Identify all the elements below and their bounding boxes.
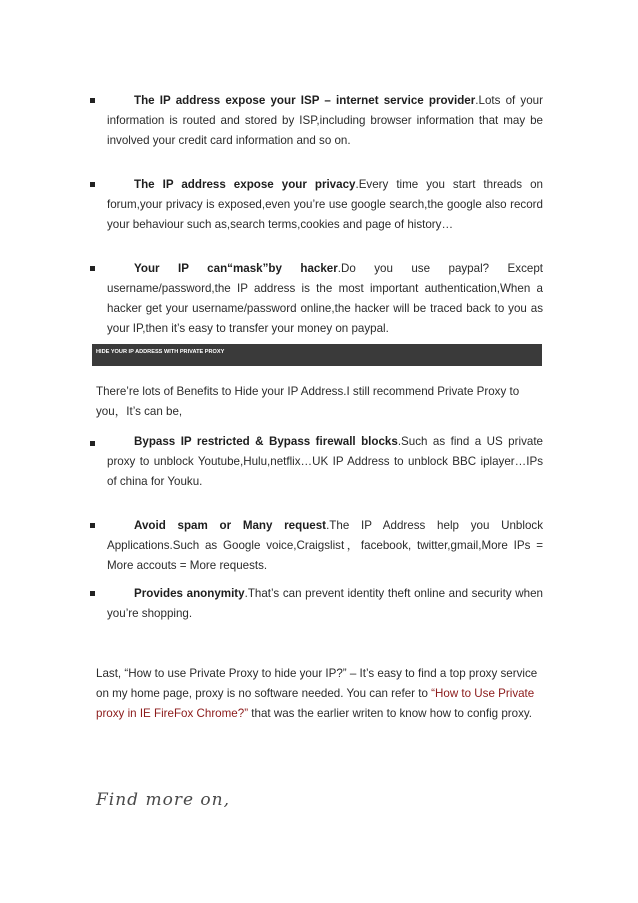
list-item-body: .Do you use paypal? Except username/password,the IP address is the most important authentication,When a hacker get your username/password online,the hacker will be traced back to you as your IP,then it’s easy to transfer your money on paypal. (107, 262, 543, 335)
closing-text-before: Last, “How to use Private Proxy to hide your IP?” – It’s easy to find a top proxy service on my home page, proxy is no software needed. You can refer to (96, 667, 538, 700)
bullet-icon (90, 441, 95, 446)
list-item-title: The IP address expose your privacy (134, 178, 356, 191)
howto-proxy-link[interactable]: “How to Use Private proxy in IE FireFox Chrome?” (96, 687, 535, 720)
list-item-title: The IP address expose your ISP – internet service provider (134, 94, 476, 107)
list-item-text (107, 432, 543, 492)
list-item-title: Avoid spam or Many request (134, 519, 327, 532)
list-item-text (107, 584, 543, 624)
bullet-icon (90, 523, 95, 528)
section-banner (92, 344, 542, 366)
find-more-heading: Find more on, (96, 790, 231, 810)
bullet-icon (90, 182, 95, 187)
list-item-title: Provides anonymity (134, 587, 245, 600)
closing-paragraph (96, 664, 542, 724)
closing-text-after: that was the earlier writen to know how to config proxy. (248, 707, 533, 720)
list-item-text (107, 175, 543, 235)
list-item-text (107, 91, 543, 151)
list-item-body: .That’s can prevent identity theft online and security when you’re shopping. (107, 587, 543, 620)
list-item-text (107, 516, 543, 576)
bullet-icon (90, 591, 95, 596)
section-banner-label: HIDE YOUR IP ADDRESS WITH PRIVATE PROXY (96, 349, 225, 355)
list-item-body: .Such as find a US private proxy to unblock Youtube,Hulu,netflix…UK IP Address to unblock BBC iplayer…IPs of china for Youku. (107, 435, 543, 488)
bullet-icon (90, 266, 95, 271)
list-item-title: Bypass IP restricted & Bypass firewall blocks (134, 435, 398, 448)
list-item-body: .The IP Address help you Unblock Applications.Such as Google voice,Craigslist，facebook, twitter,gmail,More IPs = More accouts = More requests. (107, 519, 543, 572)
list-item-body: .Lots of your information is routed and stored by ISP,including browser information that may be involved your credit card information and so on. (107, 94, 543, 147)
intro-paragraph: There’re lots of Benefits to Hide your IP Address.I still recommend Private Proxy to you，It’s can be, (96, 385, 520, 418)
list-item-text (107, 259, 543, 339)
list-item-title: Your IP can“mask”by hacker (134, 262, 338, 275)
bullet-icon (90, 98, 95, 103)
list-item-body: .Every time you start threads on forum,your privacy is exposed,even you’re use google search,the google also record your behaviour such as,search terms,cookies and page of history… (107, 178, 543, 231)
